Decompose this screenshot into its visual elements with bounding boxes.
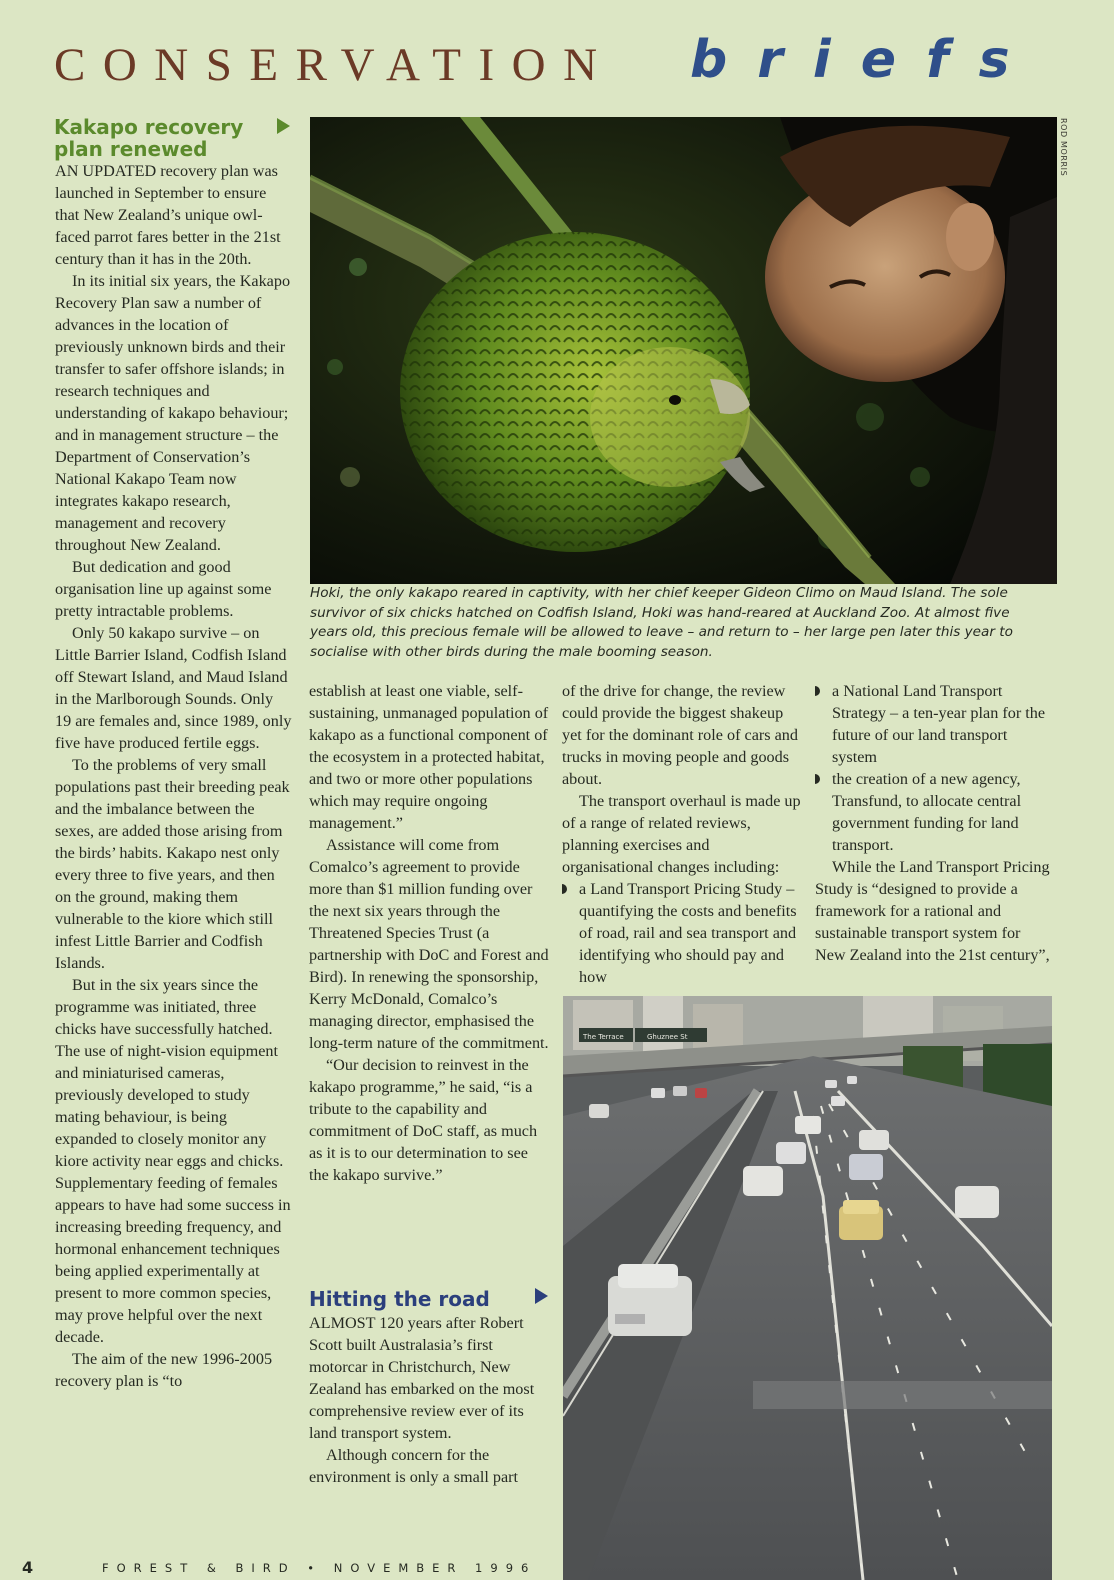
play-arrow-icon [535,1288,548,1304]
car [839,1200,883,1240]
paragraph: The aim of the new 1996-2005 recovery plan is “to [55,1350,273,1390]
article-column-3 [562,680,802,988]
car [743,1166,783,1196]
car [859,1130,889,1150]
paragraph: Although concern for the environment is only a small part [309,1446,519,1486]
paragraph: establish at least one viable, self-sustaining, unmanaged population of kakapo as a functional component of the ecosystem in a protected habitat, and two or more other populations which may require ongoing management.” [309,682,549,832]
paragraph: But dedication and good organisation line up against some pretty intractable problems. [55,558,272,620]
bullet-text: the creation of a new agency, Transfund, to allocate central government funding for land transport. [832,770,1022,854]
bullet-icon [562,884,567,894]
motorway-photo-image [563,996,1052,1580]
paragraph: The transport overhaul is made up of a range of related reviews, planning exercises and organisational changes including: [562,792,801,876]
photo-credit: ROD MORRIS [1059,118,1068,177]
paragraph: Only 50 kakapo survive – on Little Barrier Island, Codfish Island off Stewart Island, and Maud Island in the Marlborough Sounds. Only 19 are females and, since 1989, only five have produced fertile eggs. [55,624,292,752]
paragraph: But in the six years since the programme was initiated, three chicks have successfully hatched. The use of night-vision equipment and miniaturised cameras, previously developed to study mating behaviour, is being expanded to closely monitor any kiore activity near eggs and chicks. Supplementary feeding of females appears to have had some success in increasing breeding frequency, and hormonal enhancement techniques being applied experimentally at present to more common species, may prove helpful over the next decade. [55,976,291,1346]
road-headline: Hitting the road [309,1287,490,1311]
sign-ghuznee-st: Ghuznee St [647,1033,688,1041]
paragraph: Assistance will come from Comalco’s agreement to provide more than $1 million funding over the next six years through the Threatened Species Trust (a partnership with DoC and Forest and Bird). In renewing the sponsorship, Kerry McDonald, Comalco’s managing director, emphasised the long-term nature of the commitment. [309,836,549,1052]
masthead-title: CONSERVATION [54,39,615,91]
bullet-icon [815,774,820,784]
paragraph: While the Land Transport Pricing Study is “designed to provide a framework for a rational and sustainable transport system for New Zealand into the 21st century”, [815,858,1050,964]
paragraph: “Our decision to reinvest in the kakapo programme,” he said, “is a tribute to the capability and commitment of DoC staff, as much as it is to our determination to see the kakapo survive.” [309,1056,538,1184]
bullet-text: a National Land Transport Strategy – a ten-year plan for the future of our land transport system [832,682,1046,766]
paragraph: To the problems of very small populations past their breeding peak and the imbalance between the sexes, are added those arising from the birds’ habits. Kakapo nest only every three to five years, and then on the ground, making them vulnerable to the kiore which still infest Little Barrier and Codfish Islands. [55,756,290,972]
bullet-item [562,878,802,988]
bullet-item [815,680,1055,768]
car [955,1186,999,1218]
bullet-item [815,768,1055,856]
kakapo-photo-image [310,117,1057,584]
page-number: 4 [22,1558,34,1577]
paragraph: of the drive for change, the review could provide the biggest shakeup yet for the dominant role of cars and trucks in moving people and goods about. [562,682,798,788]
footer-publication: FOREST & BIRD • NOVEMBER 1996 [102,1561,537,1575]
paragraph: In its initial six years, the Kakapo Recovery Plan saw a number of advances in the location of previously unknown birds and their transfer to safer offshore islands; in research techniques and understanding of kakapo behaviour; and in management structure – the Department of Conservation’s National Kakapo Team now integrates kakapo research, management and recovery throughout New Zealand. [55,272,291,554]
bullet-icon [815,686,820,696]
car [776,1142,806,1164]
play-arrow-icon [277,118,290,134]
photo-caption: Hoki, the only kakapo reared in captivity, with her chief keeper Gideon Climo on Maud Island. The sole survivor of six chicks hatched on Codfish Island, Hoki was hand-reared at Auckland Zoo. At almost five years old, this precious female will be allowed to leave – and return to – her large pen later this year to socialise with other birds during the male booming season. [310,585,1013,660]
article-column-2b [309,1312,549,1488]
motorway-photo [563,996,1052,1580]
masthead [54,30,1064,96]
car [795,1116,821,1134]
article-column-2 [309,680,549,1186]
article-column-1 [55,160,293,1392]
paragraph: AN UPDATED recovery plan was launched in September to ensure that New Zealand’s unique owl-faced parrot fares better in the 21st century than it has in the 20th. [55,162,281,268]
sign-the-terrace: The Terrace [583,1033,624,1041]
bullet-text: a Land Transport Pricing Study – quantifying the costs and benefits of road, rail and sea transport and identifying who should pay and how [579,880,797,986]
paragraph: ALMOST 120 years after Robert Scott built Australasia’s first motorcar in Christchurch, New Zealand has embarked on the most comprehensive review ever of its land transport system. [309,1314,535,1442]
article-column-4 [815,680,1055,966]
car [849,1154,883,1180]
masthead-subtitle: briefs [690,30,1040,90]
kakapo-headline: Kakapo recovery plan renewed [54,115,244,161]
kakapo-photo [310,117,1057,584]
